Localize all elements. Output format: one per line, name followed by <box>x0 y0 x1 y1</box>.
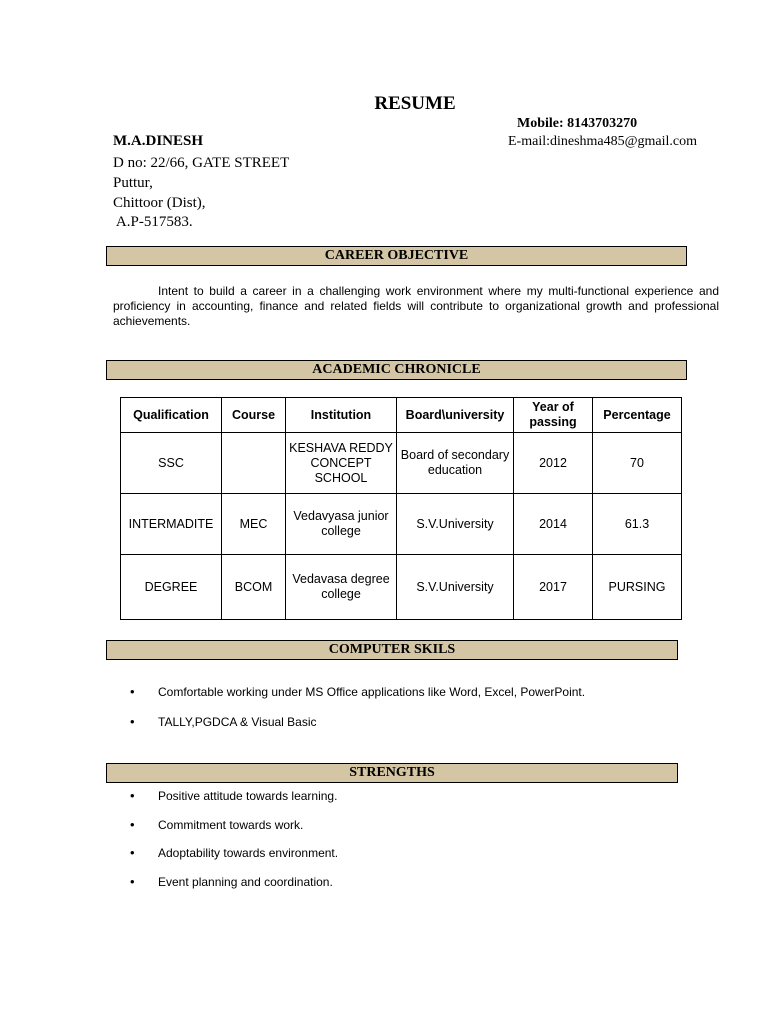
column-header: Qualification <box>121 398 222 433</box>
bullet-icon: • <box>130 788 135 803</box>
address-line-4: A.P-517583. <box>113 214 193 230</box>
column-header: Institution <box>286 398 397 433</box>
table-cell: 61.3 <box>593 494 682 555</box>
column-header: Course <box>222 398 286 433</box>
table-cell: KESHAVA REDDY CONCEPT SCHOOL <box>286 433 397 494</box>
mobile-number: Mobile: 8143703270 <box>517 116 638 131</box>
list-item-text: Positive attitude towards learning. <box>158 789 338 803</box>
resume-title: RESUME <box>374 93 456 114</box>
table-cell <box>222 433 286 494</box>
academic-table <box>120 397 682 620</box>
table-cell: MEC <box>222 494 286 555</box>
list-item-text: TALLY,PGDCA & Visual Basic <box>158 715 317 729</box>
career-objective-heading: CAREER OBJECTIVE <box>106 246 687 266</box>
bullet-icon: • <box>130 817 135 832</box>
table-cell: 70 <box>593 433 682 494</box>
bullet-icon: • <box>130 684 135 699</box>
table-cell: S.V.University <box>397 555 514 620</box>
column-header: Year of passing <box>514 398 593 433</box>
computer-skills-heading: COMPUTER SKILS <box>106 640 678 660</box>
table-cell: 2014 <box>514 494 593 555</box>
table-cell: 2012 <box>514 433 593 494</box>
table-cell: DEGREE <box>121 555 222 620</box>
list-item-text: Adoptability towards environment. <box>158 846 339 860</box>
email-address: E-mail:dineshma485@gmail.com <box>508 134 698 149</box>
academic-chronicle-heading: ACADEMIC CHRONICLE <box>106 360 687 380</box>
objective-paragraph: Intent to build a career in a challenging work environment where my multi-functional experience and proficiency in accounting, finance and related fields will contribute to organizational growth and professional achievements. <box>113 284 719 328</box>
table-cell: Vedavasa degree college <box>286 555 397 620</box>
career-objective-text <box>113 284 719 329</box>
table-header-row <box>121 398 682 433</box>
column-header: Board\university <box>397 398 514 433</box>
address-line-1: D no: 22/66, GATE STREET <box>113 155 290 171</box>
table-cell: Vedavyasa junior college <box>286 494 397 555</box>
bullet-icon: • <box>130 714 135 729</box>
table-row <box>121 555 682 620</box>
bullet-icon: • <box>130 874 135 889</box>
bullet-icon: • <box>130 845 135 860</box>
table-cell: PURSING <box>593 555 682 620</box>
list-item-text: Comfortable working under MS Office applications like Word, Excel, PowerPoint. <box>158 685 586 699</box>
table-row <box>121 433 682 494</box>
address-line-2: Puttur, <box>113 175 153 191</box>
list-item-text: Event planning and coordination. <box>158 875 333 889</box>
table-row <box>121 494 682 555</box>
table-cell: S.V.University <box>397 494 514 555</box>
table-cell: Board of secondary education <box>397 433 514 494</box>
table-cell: SSC <box>121 433 222 494</box>
address-line-3: Chittoor (Dist), <box>113 195 206 211</box>
table-cell: 2017 <box>514 555 593 620</box>
list-item-text: Commitment towards work. <box>158 818 304 832</box>
candidate-name: M.A.DINESH <box>113 133 204 149</box>
strengths-heading: STRENGTHS <box>106 763 678 783</box>
table-cell: BCOM <box>222 555 286 620</box>
table-cell: INTERMADITE <box>121 494 222 555</box>
column-header: Percentage <box>593 398 682 433</box>
